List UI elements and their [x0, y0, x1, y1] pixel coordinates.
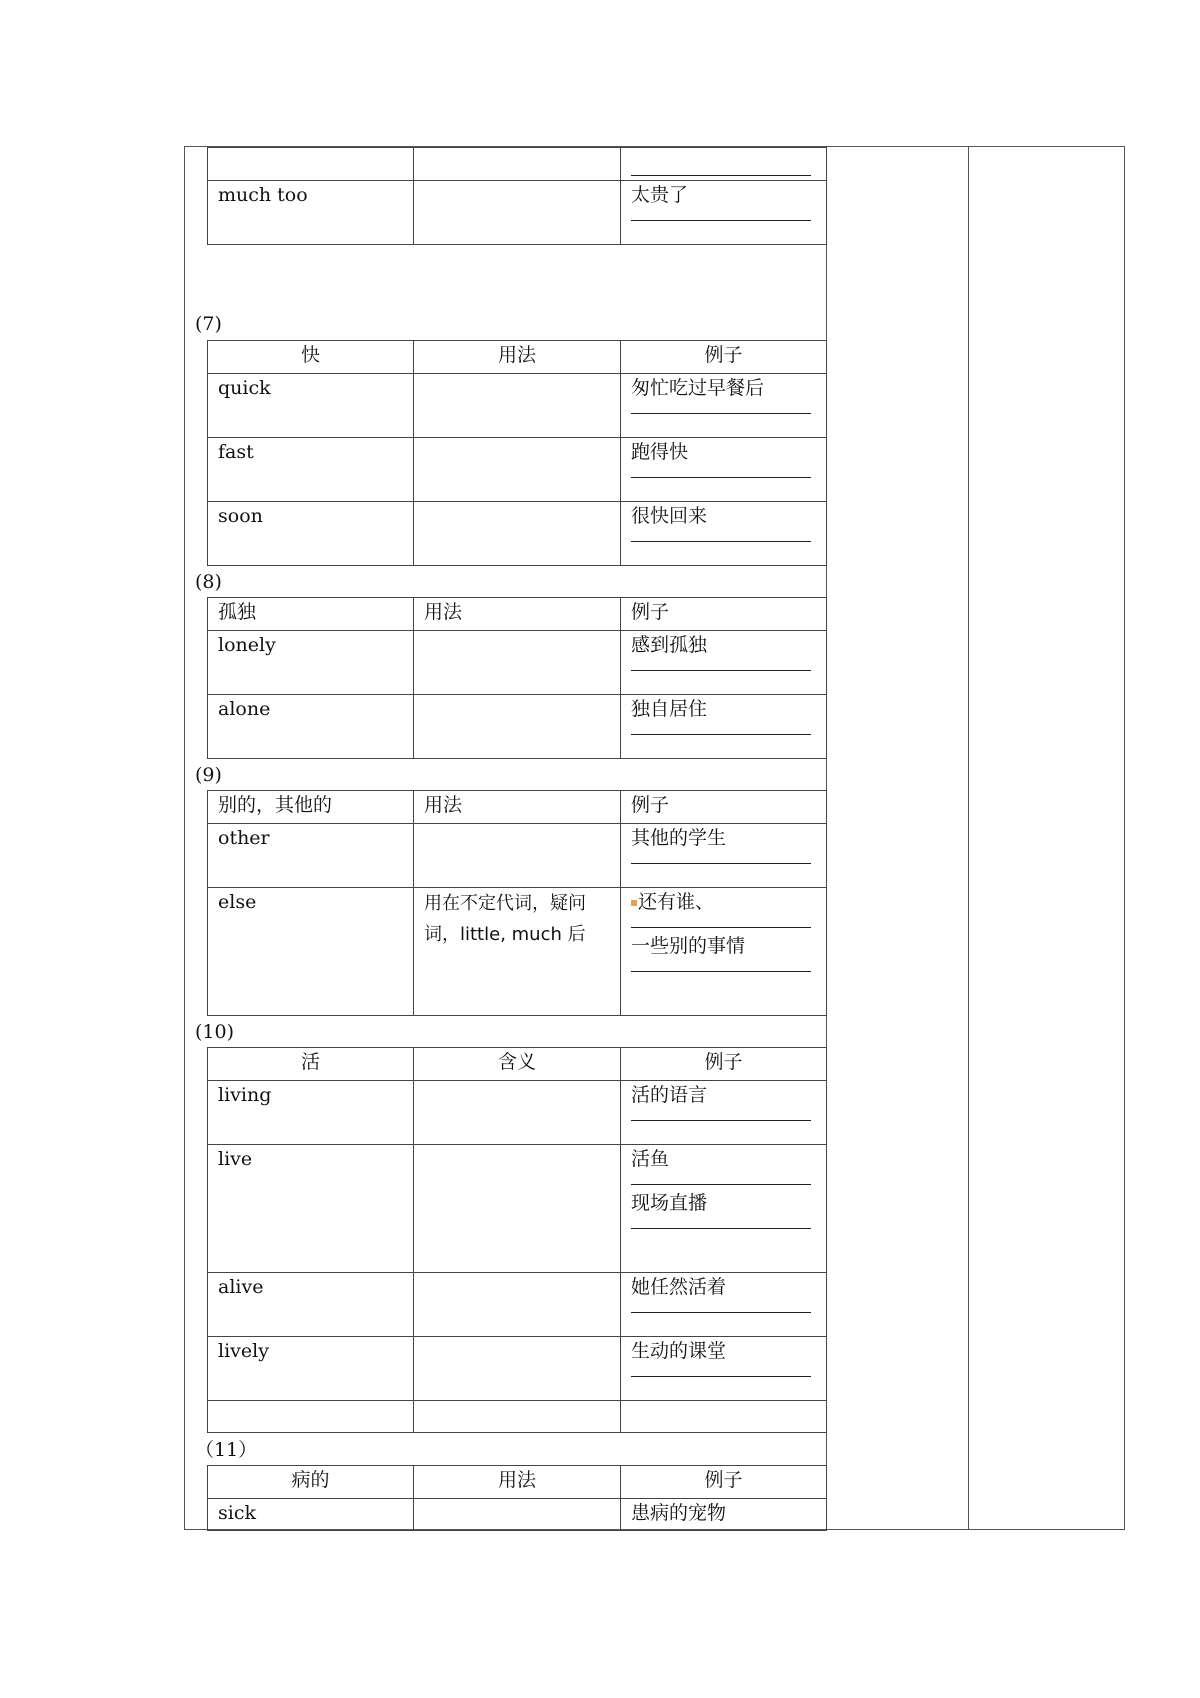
answer-blank[interactable] — [631, 927, 811, 928]
usage-cell — [414, 631, 621, 695]
column-header: 例子 — [621, 341, 827, 374]
column-header: 快 — [208, 341, 414, 374]
table-row — [208, 631, 827, 695]
table-row — [208, 148, 827, 181]
example-cell: 还有谁、 一些别的事情 — [621, 888, 827, 1016]
table-row — [208, 1145, 827, 1273]
section-label-9: (9) — [195, 764, 222, 786]
vocab-table-9 — [207, 790, 827, 1016]
table-row — [208, 1499, 827, 1531]
table-row — [208, 1337, 827, 1401]
word-cell: lively — [208, 1337, 414, 1401]
example-cell: 跑得快 — [621, 438, 827, 502]
answer-blank[interactable] — [631, 1312, 811, 1313]
usage-cell — [414, 374, 621, 438]
column-header: 例子 — [621, 1466, 827, 1499]
example-cell: 感到孤独 — [621, 631, 827, 695]
word-cell: fast — [208, 438, 414, 502]
word-cell — [208, 148, 414, 181]
column-header: 别的，其他的 — [208, 791, 414, 824]
usage-cell — [414, 1401, 621, 1433]
word-cell: alive — [208, 1273, 414, 1337]
usage-cell — [414, 1499, 621, 1531]
column-header: 例子 — [621, 791, 827, 824]
table-header-row — [208, 341, 827, 374]
word-cell — [208, 1401, 414, 1433]
word-cell: much too — [208, 181, 414, 245]
word-cell: else — [208, 888, 414, 1016]
section-label-8: (8) — [195, 571, 222, 593]
word-cell: quick — [208, 374, 414, 438]
usage-cell: 用在不定代词，疑问词，little, much 后 — [414, 888, 621, 1016]
table-header-row — [208, 791, 827, 824]
table-header-row — [208, 598, 827, 631]
table-row — [208, 181, 827, 245]
usage-cell — [414, 824, 621, 888]
example-cell: 很快回来 — [621, 502, 827, 566]
column-header: 孤独 — [208, 598, 414, 631]
usage-cell — [414, 148, 621, 181]
usage-cell — [414, 181, 621, 245]
answer-blank[interactable] — [631, 670, 811, 671]
word-cell: other — [208, 824, 414, 888]
usage-cell — [414, 1145, 621, 1273]
answer-blank[interactable] — [631, 1376, 811, 1377]
vocab-table-11 — [207, 1465, 827, 1531]
usage-cell — [414, 1081, 621, 1145]
table-row — [208, 374, 827, 438]
answer-blank[interactable] — [631, 1184, 811, 1185]
example-cell: 活的语言 — [621, 1081, 827, 1145]
answer-blank[interactable] — [631, 541, 811, 542]
vocab-table-10 — [207, 1047, 827, 1433]
word-cell: lonely — [208, 631, 414, 695]
column-header: 用法 — [414, 1466, 621, 1499]
word-cell: living — [208, 1081, 414, 1145]
example-cell — [621, 148, 827, 181]
answer-blank[interactable] — [631, 220, 811, 221]
example-cell: 活鱼 现场直播 — [621, 1145, 827, 1273]
usage-cell — [414, 1273, 621, 1337]
column-header: 用法 — [414, 341, 621, 374]
table-row — [208, 1273, 827, 1337]
answer-blank[interactable] — [631, 477, 811, 478]
edit-marker-icon — [631, 900, 637, 906]
section-label-11: （11） — [195, 1439, 258, 1461]
column-divider-2 — [968, 146, 969, 1530]
usage-cell — [414, 438, 621, 502]
table-row — [208, 502, 827, 566]
usage-cell — [414, 695, 621, 759]
example-cell — [621, 1401, 827, 1433]
example-cell: 匆忙吃过早餐后 — [621, 374, 827, 438]
word-cell: alone — [208, 695, 414, 759]
answer-blank[interactable] — [631, 863, 811, 864]
table-row — [208, 695, 827, 759]
example-cell: 太贵了 — [621, 181, 827, 245]
table-header-row — [208, 1466, 827, 1499]
table-row — [208, 1401, 827, 1433]
column-header: 用法 — [414, 598, 621, 631]
example-cell: 独自居住 — [621, 695, 827, 759]
answer-blank[interactable] — [631, 1120, 811, 1121]
vocab-table-continued — [207, 147, 827, 245]
table-row — [208, 888, 827, 1016]
usage-cell — [414, 502, 621, 566]
section-label-10: (10) — [195, 1021, 235, 1043]
table-header-row — [208, 1048, 827, 1081]
answer-blank[interactable] — [631, 413, 811, 414]
table-row — [208, 1081, 827, 1145]
word-cell: soon — [208, 502, 414, 566]
answer-blank[interactable] — [631, 734, 811, 735]
column-header: 活 — [208, 1048, 414, 1081]
column-header: 含义 — [414, 1048, 621, 1081]
answer-blank[interactable] — [631, 175, 811, 176]
example-cell: 其他的学生 — [621, 824, 827, 888]
column-header: 病的 — [208, 1466, 414, 1499]
column-header: 用法 — [414, 791, 621, 824]
answer-blank[interactable] — [631, 1228, 811, 1229]
section-label-7: (7) — [195, 313, 222, 335]
example-cell: 生动的课堂 — [621, 1337, 827, 1401]
table-row — [208, 438, 827, 502]
table-row — [208, 824, 827, 888]
example-cell: 她任然活着 — [621, 1273, 827, 1337]
column-header: 例子 — [621, 1048, 827, 1081]
example-cell: 患病的宠物 — [621, 1499, 827, 1531]
answer-blank[interactable] — [631, 971, 811, 972]
vocab-table-8 — [207, 597, 827, 759]
word-cell: sick — [208, 1499, 414, 1531]
word-cell: live — [208, 1145, 414, 1273]
vocab-table-7 — [207, 340, 827, 566]
column-header: 例子 — [621, 598, 827, 631]
usage-cell — [414, 1337, 621, 1401]
